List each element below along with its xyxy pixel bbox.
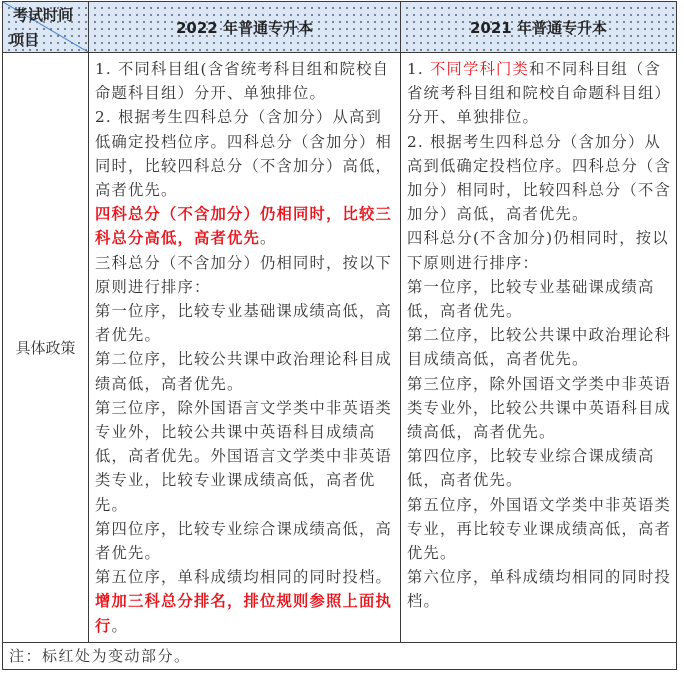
text: 和不同科目组（含省统考科目组和院校自命题科目组）分开、单独排位。 (407, 60, 671, 127)
corner-header-cell (3, 2, 89, 53)
note-row (3, 642, 677, 669)
header-2021: 2021 年普通专升本 (401, 2, 677, 53)
policy-row (3, 53, 677, 643)
corner-header-time: 考试时间 (13, 6, 74, 24)
policy-2022-cell (89, 53, 401, 643)
policy-2021-p1 (407, 57, 672, 130)
policy-comparison-table (2, 1, 677, 670)
punctuation: 。 (259, 229, 277, 248)
policy-2021-p2: 2. 根据考生四科总分（含加分）从高到低确定投档位序。四科总分（含加分）相同时，比较四科总分（不含加分）高低，高者优先。 (407, 132, 671, 224)
policy-2022-p3 (95, 202, 396, 250)
policy-2022-p1: 1. 不同科目组(含省统考科目组和院校自命题科目组）分开、单独排位。 (95, 60, 390, 103)
policy-2021-p7: 第四位序，比较专业综合课成绩高低，高者优先。 (407, 447, 655, 490)
policy-2022-p10 (95, 589, 396, 637)
changed-text: 不同学科门类 (430, 60, 530, 78)
policy-2022-p8: 第四位序，比较专业综合课成绩高低，高者优先。 (95, 519, 392, 563)
changed-text: 四科总分（不含加分）仍相同时，比较三科总分高低，高者优先 (95, 205, 392, 248)
policy-2022-p4: 三科总分（不含加分）仍相同时，按以下原则进行排序： (95, 253, 392, 296)
policy-2022-p5: 第一位序，比较专业基础课成绩高低，高者优先。 (95, 302, 392, 345)
header-row (3, 2, 677, 53)
row-label: 具体政策 (3, 53, 89, 643)
header-2022: 2022 年普通专升本 (89, 2, 401, 53)
policy-2022-p7: 第三位序，除外国语言文学类中非英语类专业外，比较公共课中英语科目成绩高低，高者优先。外国语言文学类中非英语类专业，比较专业课成绩高低，高者优先。 (95, 398, 392, 514)
policy-2021-p3: 四科总分(不含加分)仍相同时，按以下原则进行排序： (407, 229, 669, 272)
corner-header-item: 项目 (9, 31, 40, 49)
policy-2021-cell (401, 53, 677, 643)
item-number: 1. (407, 60, 431, 78)
policy-2022-p2: 2. 根据考生四科总分（含加分）从高到低确定投档位序。四科总分（含加分）相同时，比较四科总分（不含加分）高低，高者优先。 (95, 108, 392, 200)
policy-2021-p5: 第二位序，比较公共课中政治理论科目成绩高低，高者优先。 (407, 326, 671, 369)
policy-2021-p9: 第六位序，单科成绩均相同的同时投档。 (407, 568, 671, 611)
policy-2021-p8: 第五位序，外国语文学类中非英语类专业，再比较专业课成绩高低，高者优先。 (407, 495, 671, 563)
note-text: 注：标红处为变动部分。 (3, 642, 677, 669)
policy-2021-p4: 第一位序，比较专业基础课成绩高低，高者优先。 (407, 277, 655, 321)
changed-text: 增加三科总分排名，排位规则参照上面执行 (95, 592, 392, 635)
policy-2021-p6: 第三位序，除外国语文学类中非英语类专业外，比较公共课中英语科目成绩高低，高者优先。 (407, 374, 671, 442)
policy-2022-p6: 第二位序，比较公共课中政治理论科目成绩高低，高者优先。 (95, 350, 392, 393)
punctuation: 。 (111, 616, 128, 635)
policy-2022-p9: 第五位序，单科成绩均相同的同时投档。 (95, 568, 392, 587)
